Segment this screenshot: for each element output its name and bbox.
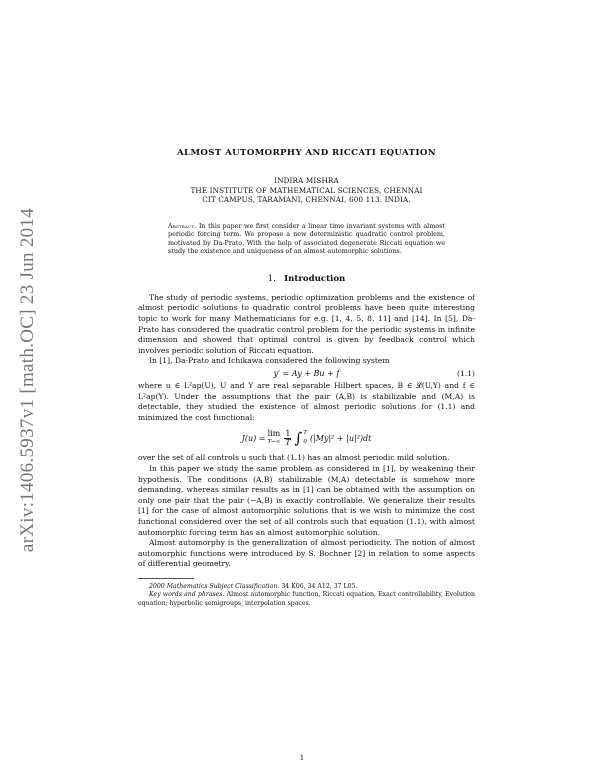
section-title: Introduction: [284, 273, 346, 284]
integral-upper: T: [303, 430, 307, 437]
footnote-keywords-text: Almost automorphic function, Riccati equation, Exact controllability, Evolution equation; hyperbolic semigroups, interpolation spaces.: [138, 591, 475, 607]
abstract-text: In this paper we first consider a linear time invariant systems with almost periodic forcing term. We propose a new deterministic quadratic control problem, motivated by Da-Prato. With the help of associated degenerate Riccati equation we study the existence and uniqueness of an almost automorphic solutions.: [168, 221, 445, 256]
section-number: 1.: [267, 273, 276, 284]
footnote-msc-label: 2000 Mathematics Subject Classification.: [149, 582, 280, 590]
paragraph-2: In [1], Da-Prato and Ichikawa considered the following system: [149, 356, 390, 366]
abstract: [168, 222, 445, 256]
author-affiliation-2: CIT CAMPUS, TARAMANI, CHENNAI, 600 113. INDIA.: [202, 195, 411, 204]
integral-limits: [303, 429, 307, 447]
paper-title: ALMOST AUTOMORPHY AND RICCATI EQUATION: [176, 148, 437, 158]
fraction: [284, 430, 291, 447]
abstract-label: Abstract.: [168, 221, 197, 230]
equation-1-1: [138, 367, 475, 381]
footnote-divider: [138, 578, 194, 579]
page-number: 1: [299, 754, 305, 762]
paragraph-1: The study of periodic systems, periodic optimization problems and the existence of almost periodic solutions to quadratic control problems have been quite interesting topic to work for many Mathematicians for e.g. [1, 4, 5, 8, 11] and [14]. In [5], Da-Prato has considered the quadratic control problem for the periodic systems in infinite dimension and showed that optimal control is given by feedback control which involves periodic solution of Riccati equation.: [138, 292, 475, 355]
paragraph-6: Almost automorphy is the generalization of almost periodicity. The notion of almost automorphic functions were introduced by S. Bochner [2] in relation to some aspects of differential geometry.: [138, 538, 475, 569]
footnote-keywords-label: Key words and phrases.: [149, 591, 225, 599]
arxiv-stamp: [8, 180, 48, 580]
equation-1-1-body: y′ = Ay + Bu + f: [273, 369, 340, 379]
paragraph-5: In this paper we study the same problem as considered in [1], by weakening their hypothesis. The conditions (A,B) stabilizable (M,A) detectable is somehow more demanding, whereas similar results as in [1] can be obtained with the assumption on only one pair that the pair (−A,B) is exactly controllable. We generalize their results [1] for the case of almost automorphic solutions that is we wish to minimize the cost functional considered over the set of all controls such that equation (1.1), with almost automorphic forcing term has an almost automorphic solution.: [138, 464, 475, 537]
cost-functional-equation: [138, 423, 475, 453]
fraction-denominator: T: [285, 437, 291, 447]
paragraph-3: where u ∈ L²ap(U), U and Y are real separable Hilbert spaces, B ∈ 𝓛(U,Y) and f ∈ L²ap(Y). Under the assumptions that the pair (A,B) is stabilizable and (M,A) is detectable, they studied the existence of almost periodic solutions for (1.1) and minimized the cost functional:: [138, 381, 475, 422]
paragraph-4: over the set of all controls u such that (1.1) has an almost periodic mild solution.: [138, 453, 450, 463]
footnote-msc: [138, 583, 475, 591]
integral-lower: 0: [303, 439, 307, 446]
equation-1-1-number: (1.1): [456, 369, 475, 379]
arxiv-stamp-text: arXiv:1406.5937v1 [math.OC] 23 Jun 2014: [17, 207, 38, 553]
author-block: [138, 176, 475, 205]
author-affiliation-1: THE INSTITUTE OF MATHEMATICAL SCIENCES, CHENNAI: [190, 185, 423, 195]
paper-page: [138, 140, 475, 608]
fraction-numerator: 1: [285, 428, 291, 438]
footnotes: [138, 583, 475, 608]
limit-subscript: T→∞: [267, 439, 281, 446]
footnote-msc-codes: 34 K06, 34 A12, 37 L05.: [281, 582, 358, 590]
author-name: INDIRA MISHRA: [274, 176, 339, 185]
limit-operator: [267, 430, 280, 446]
integral-sign: ∫: [294, 429, 303, 448]
integrand: (|My|² + |u|²)dt: [309, 433, 372, 443]
cost-lhs: J(u) =: [241, 433, 266, 443]
footnote-keywords: [138, 591, 475, 608]
section-heading: [138, 274, 475, 284]
limit-label: lim: [267, 429, 281, 439]
